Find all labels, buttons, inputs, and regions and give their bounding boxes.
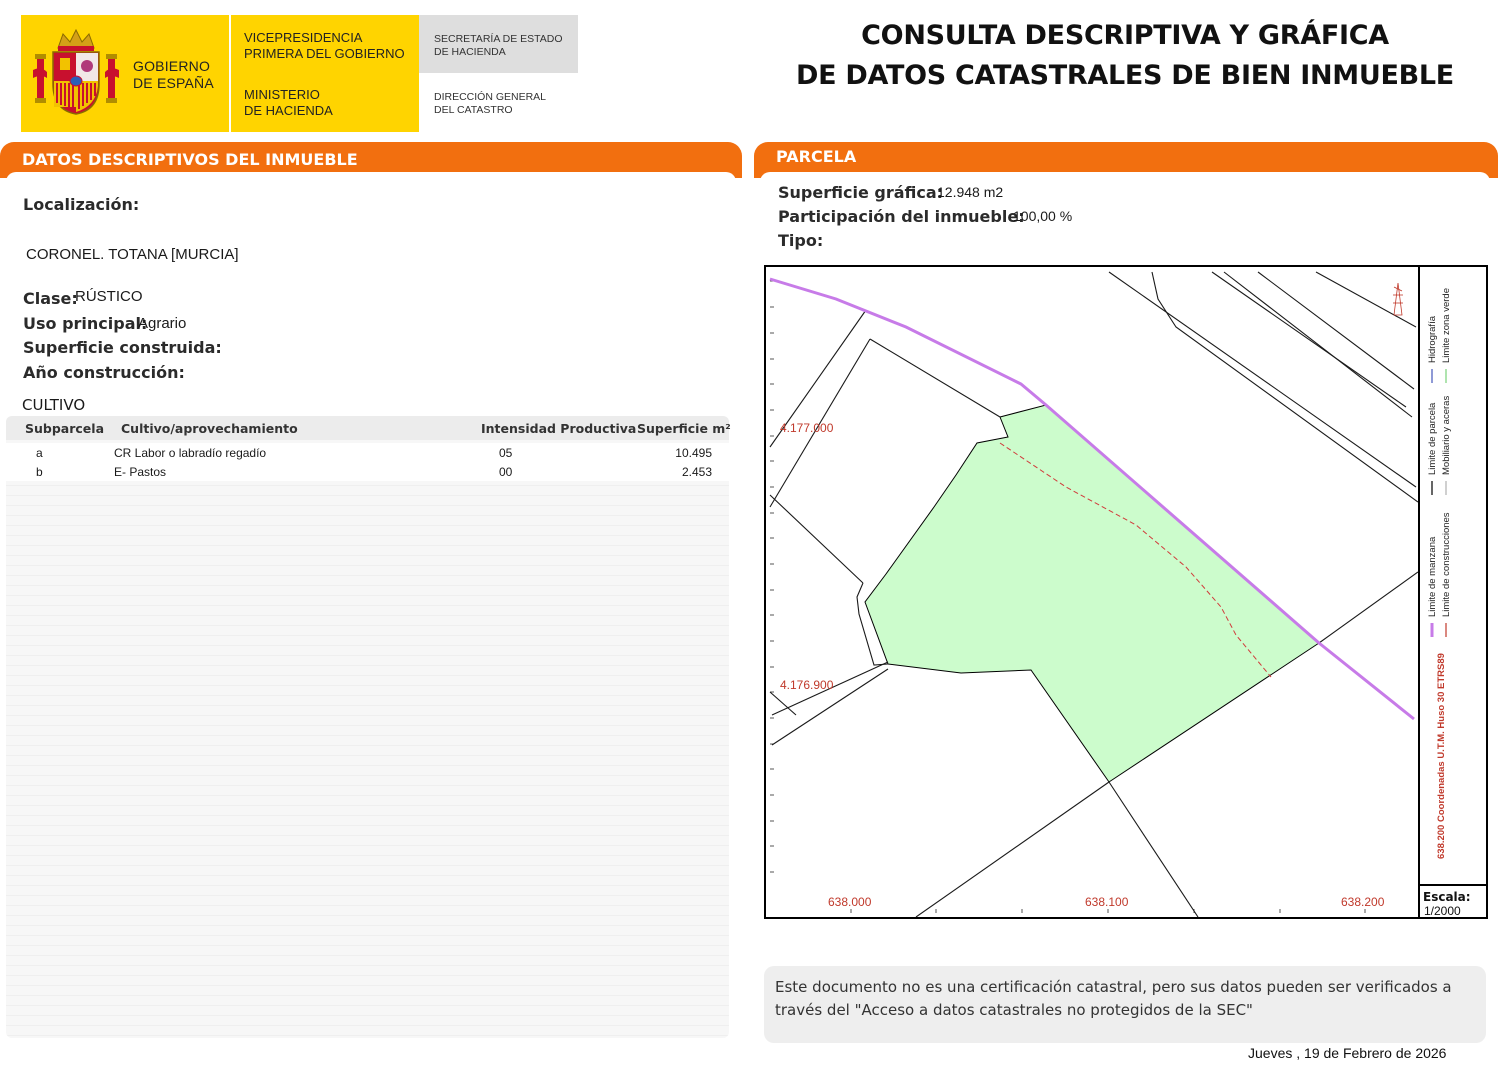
row-b-cultivo: E- Pastos <box>114 465 167 479</box>
legend-mobiliario: Mobiliario y aceras <box>1441 395 1452 475</box>
legend-limite-construcciones: Limite de construcciones <box>1441 512 1452 617</box>
parcela-section-body <box>760 172 1490 182</box>
superficie-grafica-value: 12.948 m2 <box>937 184 1004 200</box>
ministerio-label: MINISTERIO DE HACIENDA <box>244 87 333 118</box>
col-superficie: Superficie m² <box>637 421 731 436</box>
scale-value: 1/2000 <box>1424 904 1461 918</box>
legend-coordenadas: 638.200 Coordenadas U.T.M. Huso 30 ETRS89 <box>1436 653 1447 859</box>
x-coord-label: 638.000 <box>828 895 872 909</box>
cultivo-table <box>6 416 729 1038</box>
legend-zona-verde: Limite zona verde <box>1441 288 1452 363</box>
clase-label: Clase: <box>23 289 78 308</box>
descriptivos-section-header: DATOS DESCRIPTIVOS DEL INMUEBLE <box>0 142 742 178</box>
participacion-value: 100,00 % <box>1013 208 1073 224</box>
north-arrow-icon <box>1393 283 1403 315</box>
superficie-construida-label: Superficie construida: <box>23 338 222 357</box>
disclaimer-text: Este documento no es una certificación catastral, pero sus datos pueden ser verificados a través del "Acceso a datos catastrales no protegidos de la SEC" <box>775 978 1452 1019</box>
coat-of-arms-icon <box>33 26 119 118</box>
scale-divider <box>1420 884 1486 886</box>
superficie-grafica-label: Superficie gráfica: <box>778 183 944 202</box>
localizacion-value: CORONEL. TOTANA [MURCIA] <box>26 246 239 263</box>
row-b-intensidad: 00 <box>499 465 513 479</box>
row-a-intensidad: 05 <box>499 446 513 460</box>
legend-hidrografia: Hidrografía <box>1427 316 1438 363</box>
anio-construccion-label: Año construcción: <box>23 363 185 382</box>
localizacion-label: Localización: <box>23 195 140 214</box>
uso-principal-label: Uso principal: <box>23 314 148 333</box>
x-coord-label: 638.100 <box>1085 895 1129 909</box>
row-b-superficie: 2.453 <box>681 465 712 479</box>
vicepresidencia-label: VICEPRESIDENCIA PRIMERA DEL GOBIERNO <box>244 30 405 61</box>
scale-label: Escala: <box>1423 890 1471 904</box>
direccion-general-label: DIRECCIÓN GENERAL DEL CATASTRO <box>434 91 547 116</box>
uso-principal-value: Agrario <box>138 315 187 332</box>
participacion-label: Participación del inmueble: <box>778 207 1025 226</box>
page-title-line1: CONSULTA DESCRIPTIVA Y GRÁFICA <box>861 20 1389 51</box>
document-date: Jueves , 19 de Febrero de 2026 <box>1248 1045 1447 1061</box>
col-subparcela: Subparcela <box>25 421 105 436</box>
y-coord-label: 4.176.900 <box>780 678 834 692</box>
banner-divider <box>229 15 231 132</box>
row-b-subparcela: b <box>36 465 43 479</box>
cadastral-map[interactable] <box>766 267 1418 917</box>
descriptivos-section-body <box>6 172 736 182</box>
cultivo-title: CULTIVO <box>22 396 86 414</box>
col-intensidad: Intensidad Productiva <box>481 421 637 436</box>
parcela-section-header: PARCELA <box>754 142 1498 178</box>
row-a-superficie: 10.495 <box>675 446 712 460</box>
clase-value: RÚSTICO <box>75 288 143 305</box>
parcel-polygon <box>865 405 1319 782</box>
legend-limite-parcela: Limite de parcela <box>1427 402 1438 475</box>
row-a-subparcela: a <box>36 446 43 460</box>
y-coord-label: 4.177.000 <box>780 421 834 435</box>
tipo-label: Tipo: <box>778 231 824 250</box>
page-title-line2: DE DATOS CATASTRALES DE BIEN INMUEBLE <box>796 60 1454 91</box>
col-cultivo: Cultivo/aprovechamiento <box>121 421 298 436</box>
row-a-cultivo: CR Labor o labradío regadío <box>114 446 267 460</box>
gobierno-espana-label: GOBIERNO DE ESPAÑA <box>133 58 214 91</box>
map-legend <box>1420 267 1486 884</box>
secretaria-label: SECRETARÍA DE ESTADO DE HACIENDA <box>434 33 563 58</box>
x-coord-label: 638.200 <box>1341 895 1385 909</box>
legend-limite-manzana: Limite de manzana <box>1427 536 1438 617</box>
page-title <box>760 16 1490 96</box>
